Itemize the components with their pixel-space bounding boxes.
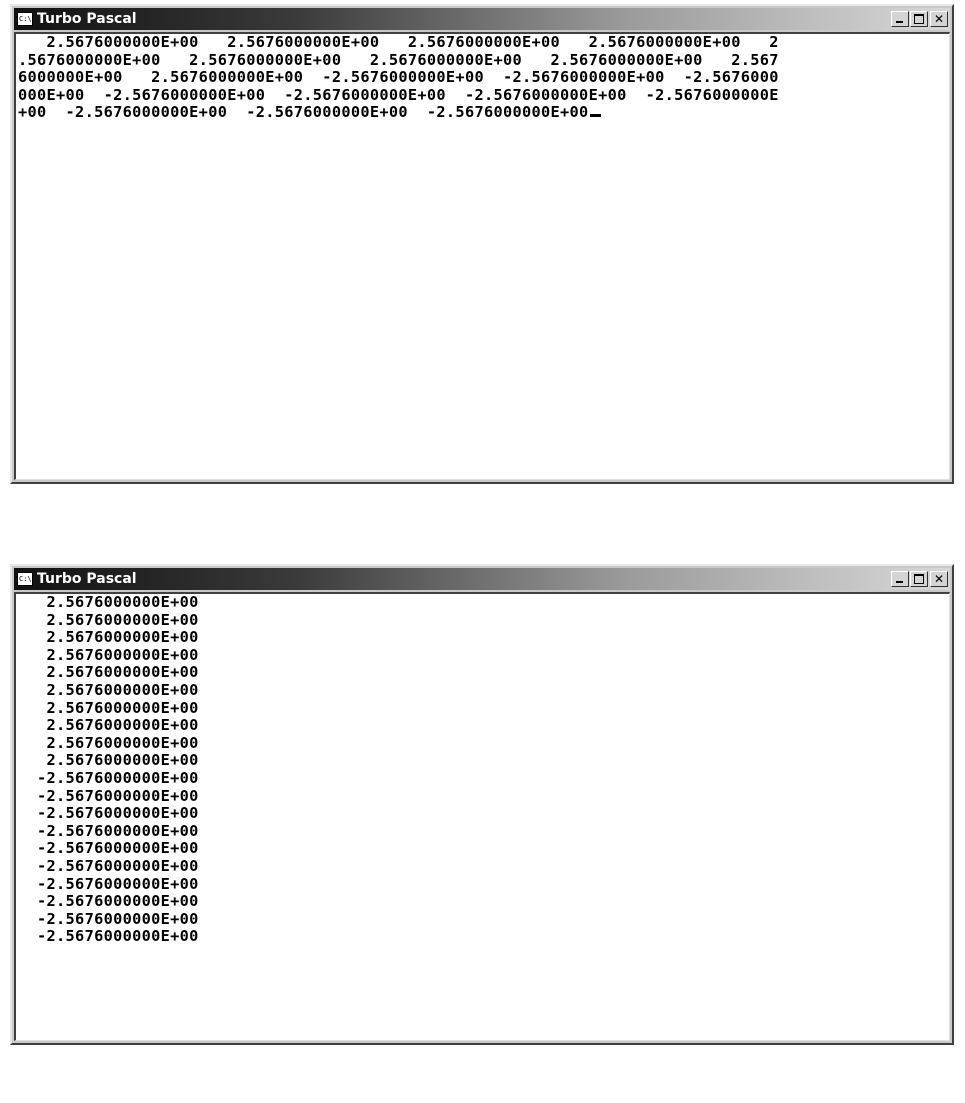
close-button[interactable]: ✕ [930, 571, 948, 587]
console-line: -2.5676000000E+00 [18, 821, 199, 840]
console-line: 2.5676000000E+00 [18, 610, 199, 629]
console-line: 2.5676000000E+00 [18, 645, 199, 664]
console-line: -2.5676000000E+00 [18, 786, 199, 805]
console-line: 2.5676000000E+00 [18, 593, 199, 611]
console-line: 2.5676000000E+00 [18, 751, 199, 770]
console-line: 2.5676000000E+00 [18, 716, 199, 735]
turbo-pascal-window-2 [10, 564, 954, 1045]
close-button[interactable]: ✕ [930, 11, 948, 27]
window-title: Turbo Pascal [37, 571, 137, 587]
console-line: -2.5676000000E+00 [18, 927, 199, 946]
maximize-button[interactable] [910, 11, 928, 27]
console-line: 2.5676000000E+00 [18, 680, 199, 699]
console-line: 2.5676000000E+00 [18, 698, 199, 717]
turbo-pascal-window-1 [10, 4, 954, 484]
console-output[interactable] [14, 32, 950, 480]
console-line: -2.5676000000E+00 [18, 909, 199, 928]
console-output[interactable] [14, 592, 950, 1041]
console-line: -2.5676000000E+00 [18, 874, 199, 893]
console-line: -2.5676000000E+00 [18, 768, 199, 787]
console-line: .5676000000E+00 2.5676000000E+00 2.5676000000E+00 2.5676000000E+00 2.567 [18, 50, 779, 69]
console-line: -2.5676000000E+00 [18, 892, 199, 911]
console-line: -2.5676000000E+00 [18, 839, 199, 858]
console-line: 2.5676000000E+00 [18, 733, 199, 752]
console-app-icon[interactable]: C:\ [17, 572, 33, 586]
window-controls [890, 11, 948, 27]
title-bar[interactable] [14, 8, 950, 30]
window-title: Turbo Pascal [37, 11, 137, 27]
console-line: 6000000E+00 2.5676000000E+00 -2.5676000000E+00 -2.5676000000E+00 -2.5676000 [18, 68, 779, 87]
console-app-icon[interactable]: C:\ [17, 12, 33, 26]
text-cursor [590, 114, 601, 117]
title-bar[interactable] [14, 568, 950, 590]
console-line: 2.5676000000E+00 [18, 663, 199, 682]
console-line: -2.5676000000E+00 [18, 804, 199, 823]
minimize-button[interactable] [891, 571, 909, 587]
minimize-button[interactable] [891, 11, 909, 27]
console-line-text: +00 -2.5676000000E+00 -2.5676000000E+00 -2.5676000000E+00 [18, 103, 589, 122]
console-line: -2.5676000000E+00 [18, 856, 199, 875]
maximize-button[interactable] [910, 571, 928, 587]
console-line-last [16, 104, 949, 122]
console-line: 2.5676000000E+00 2.5676000000E+00 2.5676000000E+00 2.5676000000E+00 2 [18, 33, 779, 51]
window-controls [890, 571, 948, 587]
console-line: 000E+00 -2.5676000000E+00 -2.5676000000E+00 -2.5676000000E+00 -2.5676000000E [18, 85, 779, 104]
console-line: 2.5676000000E+00 [18, 628, 199, 647]
